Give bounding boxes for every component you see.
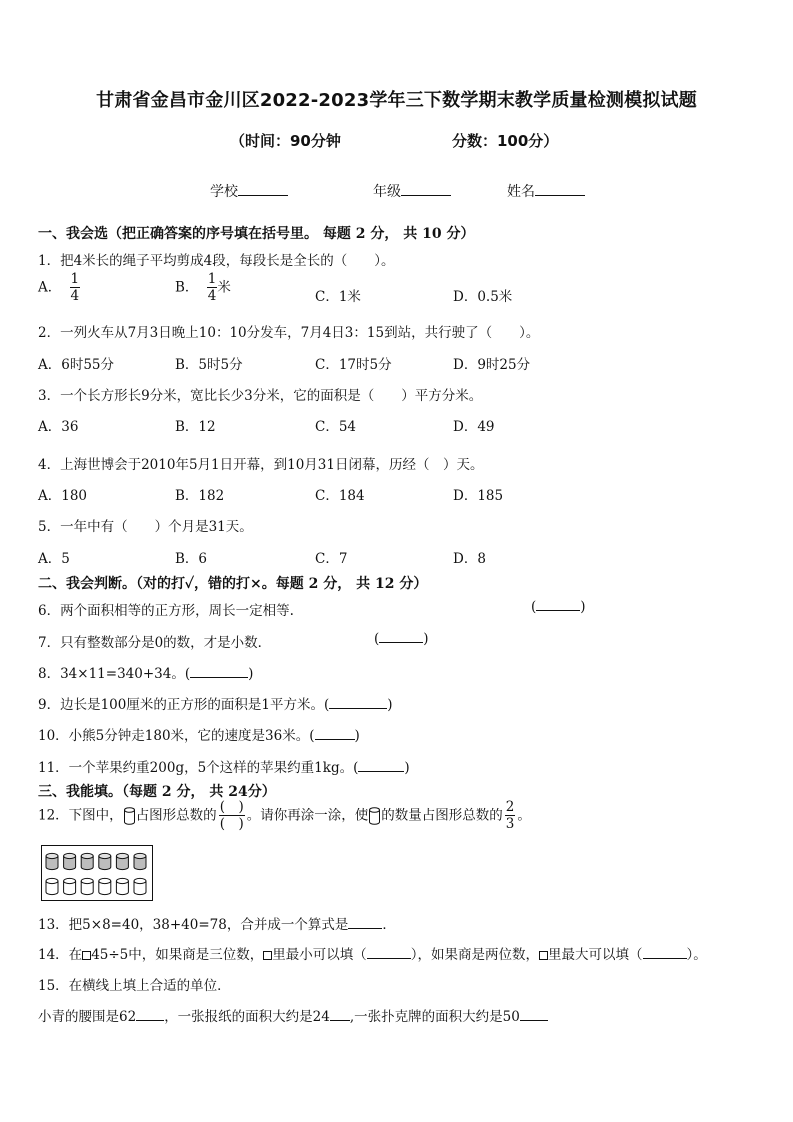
shaded-cylinder[interactable] <box>99 853 111 869</box>
q4-option-c[interactable]: C．184 <box>315 488 365 504</box>
q12-target-fraction <box>505 801 516 831</box>
q6-text: 6．两个面积相等的正方形，周长一定相等. <box>38 603 294 619</box>
q1-a-numerator: 1 <box>70 271 80 287</box>
q1-a-label: A． <box>38 279 62 296</box>
shaded-cylinder[interactable] <box>134 853 146 869</box>
q12-answer-numerator[interactable]: ( ) <box>219 799 244 815</box>
shaded-cylinder[interactable] <box>46 853 58 869</box>
cylinder-icon <box>368 806 381 826</box>
q1-option-b[interactable] <box>175 273 231 303</box>
shaded-cylinder[interactable] <box>116 853 128 869</box>
q10-text: 10．小熊5分钟走180米，它的速度是36米。 <box>38 728 310 744</box>
school-field[interactable] <box>210 181 288 201</box>
q1-b-fraction <box>207 273 218 303</box>
page-title: 甘肃省金昌市金川区2022-2023学年三下数学期末教学质量检测模拟试题 <box>96 90 697 111</box>
q6-answer[interactable]: ( ) <box>531 599 586 615</box>
q1-option-d[interactable]: D．0.5米 <box>453 289 513 305</box>
q2-option-a[interactable]: A．6时55分 <box>38 357 115 373</box>
shaded-cylinder[interactable] <box>64 853 76 869</box>
q13-end: ． <box>382 917 396 933</box>
q15-part2: ，一张报纸的面积大约是24 <box>164 1009 330 1025</box>
school-blank[interactable] <box>238 195 288 196</box>
q8-answer[interactable]: ( ) <box>184 666 254 682</box>
grade-label: 年级 <box>373 184 401 200</box>
q1-text: 1．把4米长的绳子平均剪成4段，每段长是全长的（ ）。 <box>38 253 395 269</box>
shaded-cylinder[interactable] <box>81 853 93 869</box>
q1-b-denominator: 4 <box>207 287 217 304</box>
name-blank[interactable] <box>535 195 585 196</box>
q2-option-c[interactable]: C．17时5分 <box>315 357 392 373</box>
q5-option-a[interactable]: A．5 <box>38 551 70 567</box>
q7-text: 7．只有整数部分是0的数，才是小数． <box>38 635 272 651</box>
q3-option-c[interactable]: C．54 <box>315 419 357 435</box>
blank-cylinder[interactable] <box>134 878 146 894</box>
q1-option-a[interactable] <box>38 273 80 303</box>
blank-cylinder[interactable] <box>46 878 58 894</box>
q5-text: 5．一年中有（ ）个月是31天。 <box>38 519 253 535</box>
q14-blank-max[interactable] <box>643 958 687 959</box>
q1-b-label: B． <box>175 279 199 296</box>
box-placeholder-icon <box>539 951 548 960</box>
q15-blank-3[interactable] <box>520 1020 548 1021</box>
q14-part1: 14．在 <box>38 947 83 963</box>
q15-part1: 小青的腰围是62 <box>38 1009 137 1025</box>
q11-answer[interactable]: ( ) <box>353 760 410 776</box>
q9-answer[interactable]: ( ) <box>323 697 393 713</box>
q10-answer[interactable]: ( ) <box>309 728 360 744</box>
q12-text <box>38 801 531 831</box>
q13-answer-blank[interactable] <box>348 928 382 929</box>
q10-row <box>38 724 360 744</box>
q8-row <box>38 662 253 682</box>
q13-row <box>38 913 396 933</box>
q14-part4: ），如果商是两位数， <box>410 947 540 963</box>
q14-part3: 里最小可以填（ <box>272 947 367 963</box>
q9-row <box>38 693 393 713</box>
box-placeholder-icon <box>82 951 91 960</box>
q12-part5: 。 <box>517 807 531 824</box>
blank-cylinder[interactable] <box>64 878 76 894</box>
q15-line <box>38 1005 548 1025</box>
q2-option-d[interactable]: D．9时25分 <box>453 357 531 373</box>
cylinder-icon <box>123 806 136 826</box>
q15-text: 15．在横线上填上合适的单位． <box>38 978 231 994</box>
q3-option-a[interactable]: A．36 <box>38 419 79 435</box>
q14-blank-min[interactable] <box>367 958 411 959</box>
q7-answer[interactable]: ( ) <box>374 631 429 647</box>
q11-row <box>38 756 410 776</box>
q15-part3: ,一张扑克牌的面积大约是50 <box>349 1009 520 1025</box>
q12-part3: 。请你再涂一涂，使 <box>246 807 369 824</box>
q12-part2: 占图形总数的 <box>135 807 217 824</box>
blank-cylinder[interactable] <box>116 878 128 894</box>
section1-heading: 一、我会选（把正确答案的序号填在括号里。 每题 2 分， 共 10 分） <box>38 226 475 242</box>
q15-blank-2[interactable] <box>330 1020 350 1021</box>
q9-text: 9．边长是100厘米的正方形的面积是1平方米。 <box>38 697 324 713</box>
q14-part2: 45÷5中，如果商是三位数， <box>91 947 264 963</box>
grade-blank[interactable] <box>401 195 451 196</box>
q12-answer-denominator[interactable]: ( ) <box>219 815 244 832</box>
q1-b-numerator: 1 <box>207 271 217 287</box>
q5-option-c[interactable]: C．7 <box>315 551 348 567</box>
q13-text: 13．把5×8=40，38+40=78，合并成一个算式是 <box>38 917 349 933</box>
cylinder-figure <box>41 845 153 901</box>
q12-answer-fraction[interactable] <box>219 801 245 831</box>
q15-blank-1[interactable] <box>136 1020 164 1021</box>
q14-part5: 里最大可以填（ <box>548 947 643 963</box>
name-field[interactable] <box>507 181 585 201</box>
q2-text: 2．一列火车从7月3日晚上10：10分发车，7月4日3：15到站，共行驶了（ ）。 <box>38 325 540 341</box>
grade-field[interactable] <box>373 181 451 201</box>
q8-text: 8．34×11=340+34。 <box>38 666 185 682</box>
q11-text: 11．一个苹果约重200g，5个这样的苹果约重1kg。 <box>38 760 354 776</box>
q1-a-denominator: 4 <box>70 287 80 304</box>
name-label: 姓名 <box>507 184 535 200</box>
q3-text: 3．一个长方形长9分米，宽比长少3分米，它的面积是（ ）平方分米。 <box>38 388 483 404</box>
q4-option-d[interactable]: D．185 <box>453 488 504 504</box>
section3-heading: 三、我能填。（每题 2 分， 共 24分） <box>38 784 276 800</box>
q4-option-a[interactable]: A．180 <box>38 488 88 504</box>
q5-option-d[interactable]: D．8 <box>453 551 486 567</box>
q5-option-b[interactable]: B．6 <box>175 551 208 567</box>
q12-target-denominator: 3 <box>505 815 515 832</box>
q3-option-b[interactable]: B．12 <box>175 419 216 435</box>
q14-row <box>38 943 707 963</box>
q1-option-c[interactable]: C．1米 <box>315 289 361 305</box>
school-label: 学校 <box>210 184 238 200</box>
q12-part4: 的数量占图形总数的 <box>381 807 503 824</box>
q3-option-d[interactable]: D．49 <box>453 419 495 435</box>
box-placeholder-icon <box>263 951 272 960</box>
exam-score: 分数：100分） <box>452 132 559 150</box>
q4-option-b[interactable]: B．182 <box>175 488 225 504</box>
blank-cylinder[interactable] <box>99 878 111 894</box>
q14-part6: ）。 <box>686 947 707 963</box>
section2-heading: 二、我会判断。（对的打✓，错的打×。每题 2 分， 共 12 分） <box>38 576 428 592</box>
exam-time: （时间：90分钟 <box>230 132 341 150</box>
blank-cylinder[interactable] <box>81 878 93 894</box>
q12-part1: 12．下图中， <box>38 807 123 824</box>
q2-option-b[interactable]: B．5时5分 <box>175 357 243 373</box>
q1-a-fraction <box>70 273 81 303</box>
q12-target-numerator: 2 <box>505 799 515 815</box>
q4-text: 4．上海世博会于2010年5月1日开幕，到10月31日闭幕，历经（ ）天。 <box>38 457 484 473</box>
q1-b-unit: 米 <box>217 279 231 296</box>
